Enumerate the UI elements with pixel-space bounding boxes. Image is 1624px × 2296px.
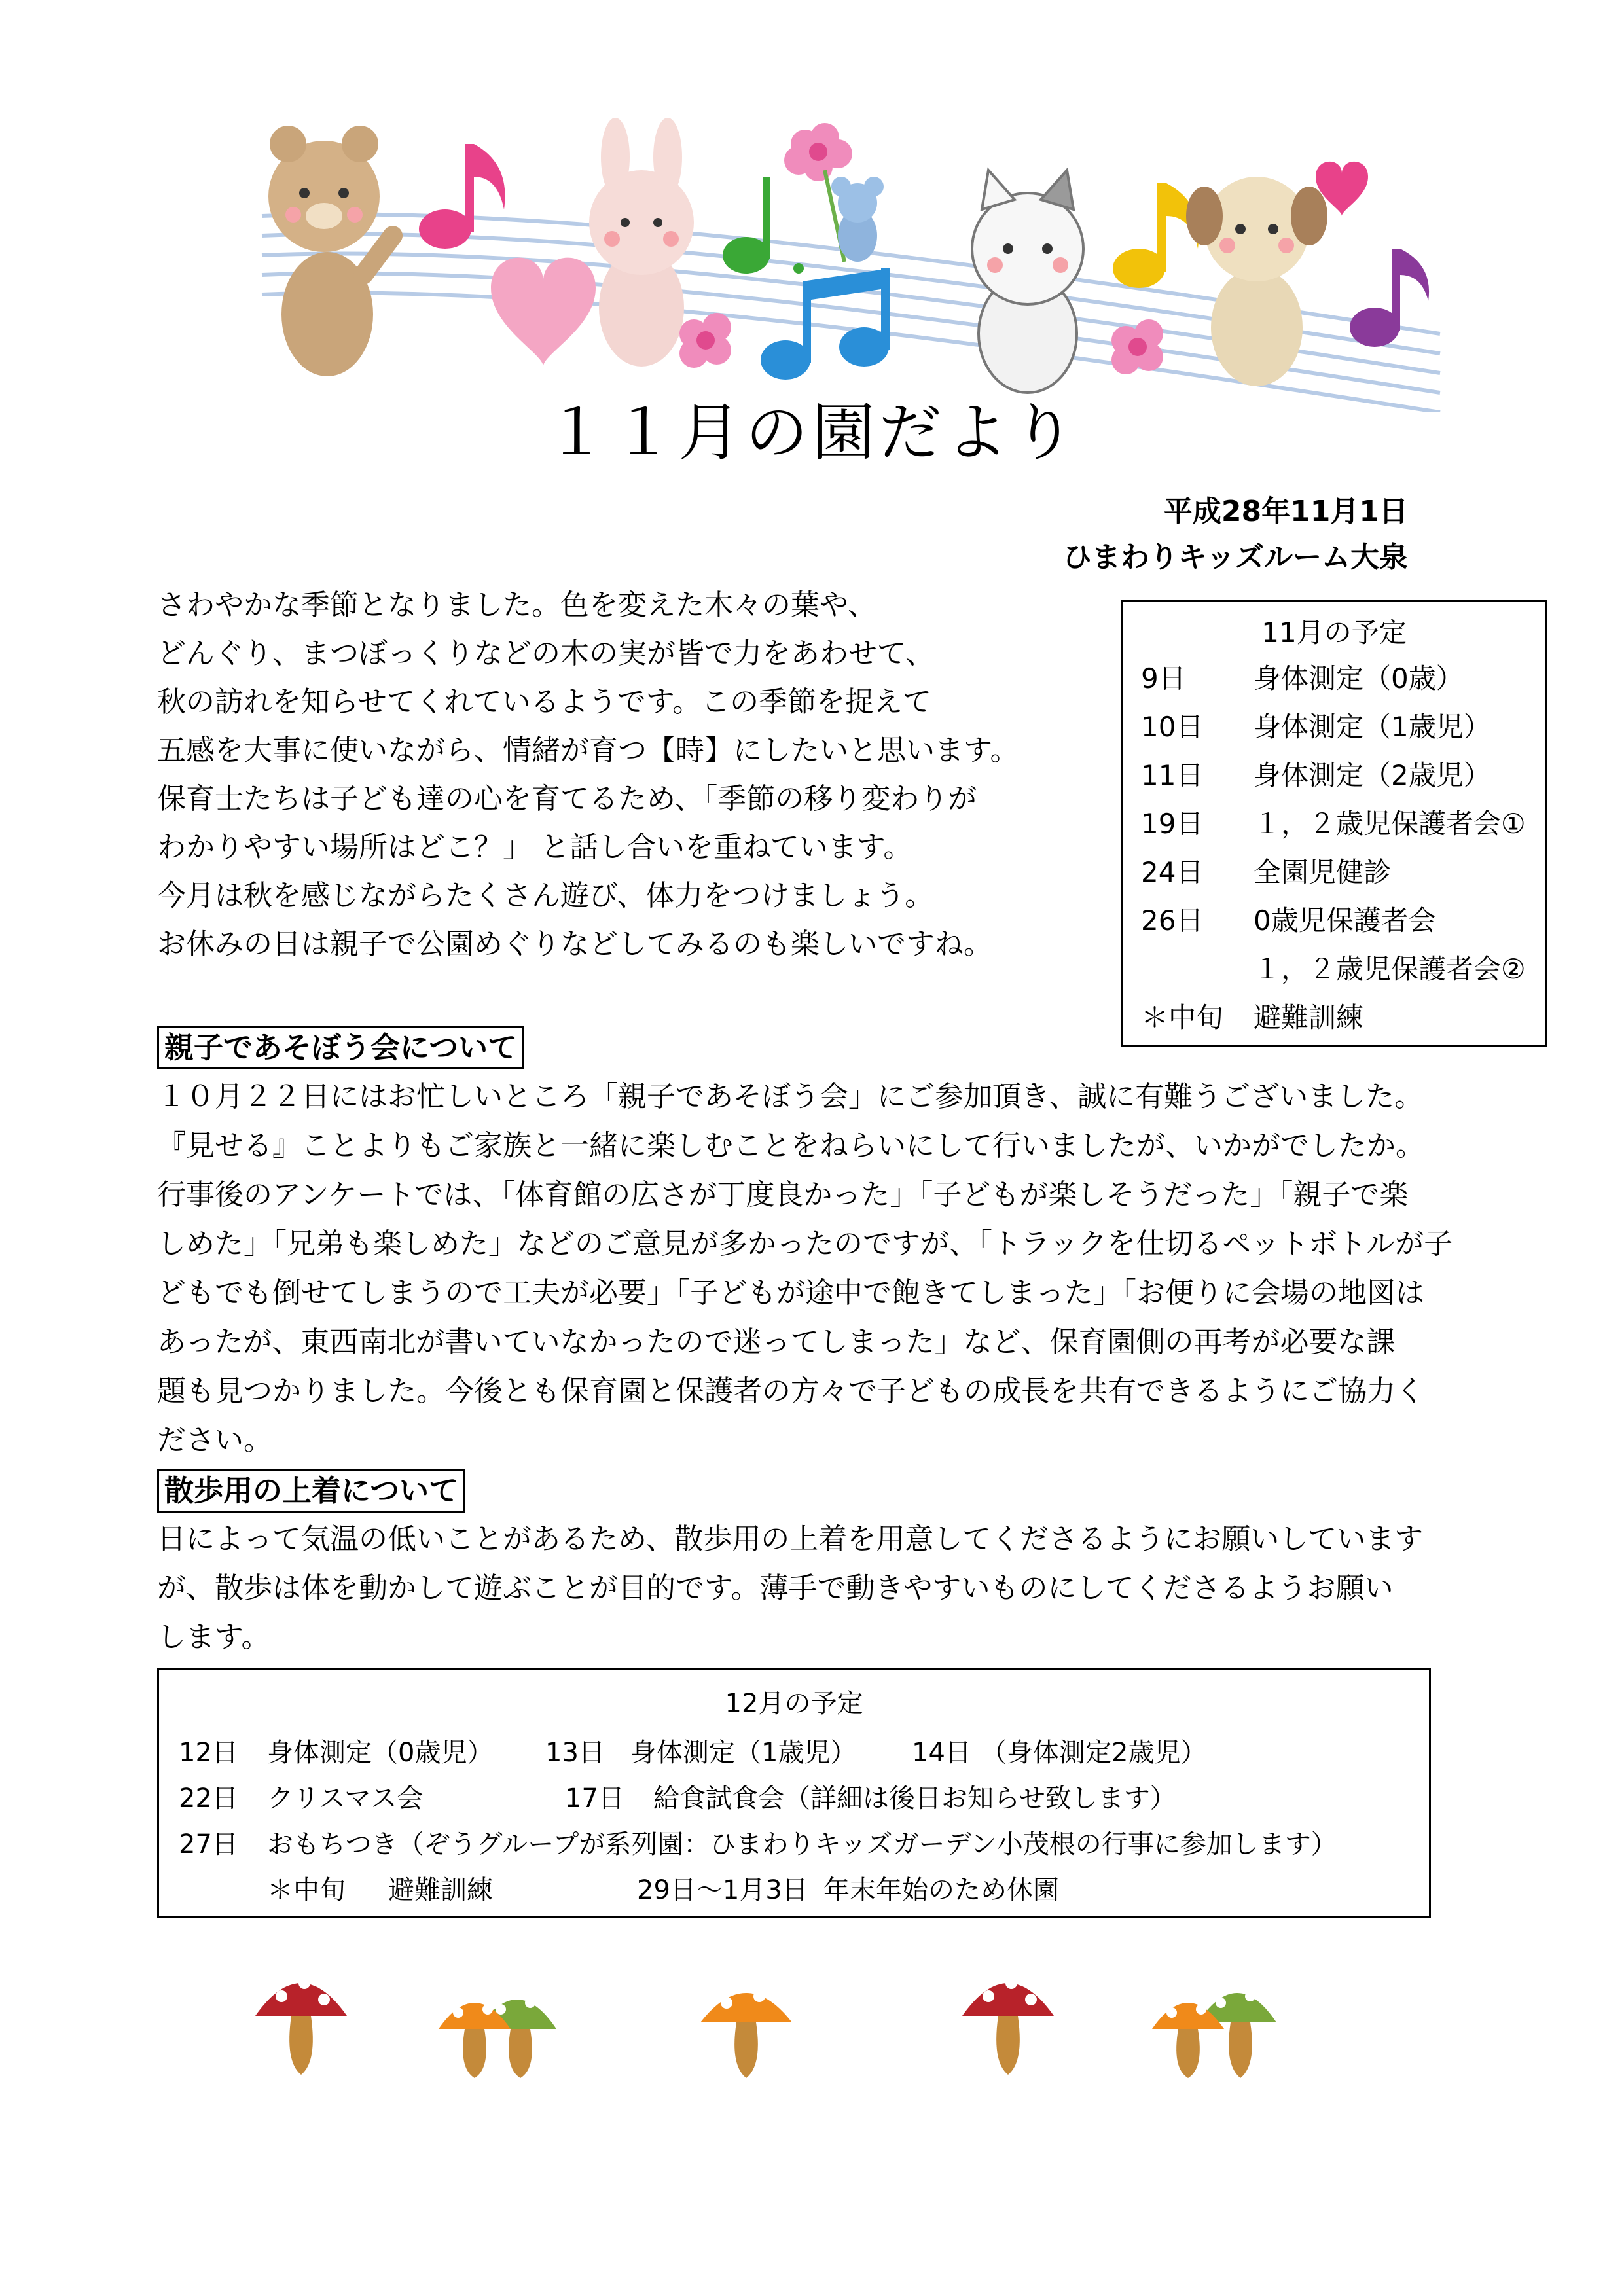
schedule-day: ＊中旬 bbox=[267, 1875, 346, 1905]
schedule-event: １，２歳児保護者会① bbox=[1254, 808, 1526, 840]
schedule-row bbox=[1141, 703, 1491, 751]
intro-line: わかりやすい場所はどこ？」 と話し合いを重ねています。 bbox=[157, 831, 912, 864]
schedule-row bbox=[1141, 897, 1436, 945]
schedule-event: おもちつき（ぞうグループが系列園：ひまわりキッズガーデン小茂根の行事に参加します） bbox=[267, 1829, 1337, 1859]
intro-line: 今月は秋を感じながらたくさん遊び、体力をつけましょう。 bbox=[157, 879, 934, 912]
schedule-event: 全園児健診 bbox=[1254, 856, 1392, 888]
schedule-event: 身体測定（0歳児） bbox=[267, 1738, 494, 1768]
schedule-row bbox=[1141, 800, 1526, 848]
pink-note-icon bbox=[419, 144, 505, 249]
schedule-row bbox=[1141, 848, 1391, 897]
intro-line: 秋の訪れを知らせてくれているようです。この季節を捉えて bbox=[157, 685, 932, 719]
body-line: します。 bbox=[157, 1621, 270, 1654]
body-line: 行事後のアンケートでは、「体育館の広さが丁度良かった」「子どもが楽しそうだった」「親子で楽 bbox=[157, 1178, 1409, 1211]
heart-icon bbox=[491, 258, 596, 367]
cat-icon bbox=[972, 170, 1083, 393]
schedule-event: 身体測定（0歳） bbox=[1254, 662, 1464, 694]
bunny-icon bbox=[589, 118, 694, 367]
body-line: 日によって気温の低いことがあるため、散歩用の上着を用意してくださるようにお願いしています bbox=[157, 1522, 1424, 1556]
november-schedule-title: 11月の予定 bbox=[1261, 617, 1407, 649]
jacket-section-body bbox=[157, 1515, 1486, 1662]
schedule-event: 身体測定（2歳児） bbox=[1254, 759, 1491, 791]
schedule-row bbox=[1141, 994, 1363, 1042]
intro-paragraph bbox=[157, 581, 1126, 969]
body-line: １０月２２日にはお忙しいところ「親子であそぼう会」にご参加頂き、誠に有難うございました。 bbox=[157, 1080, 1424, 1113]
schedule-event: 0歳児保護者会 bbox=[1254, 905, 1436, 937]
schedule-day: 29日～1月3日 bbox=[637, 1875, 808, 1905]
schedule-day: 19日 bbox=[1141, 808, 1204, 840]
schedule-event: 身体測定（1歳児） bbox=[1254, 711, 1491, 743]
body-line: しめた」「兄弟も楽しめた」などのご意見が多かったのですが、「トラックを仕切るペットボトルが子 bbox=[157, 1227, 1453, 1261]
page-title: １１月の園だより bbox=[545, 396, 1079, 469]
oyako-section-body bbox=[157, 1072, 1486, 1465]
oyako-section-heading: 親子であそぼう会について bbox=[157, 1026, 524, 1069]
body-line: 『見せる』ことよりもご家族と一緒に楽しむことをねらいにして行いましたが、いかがでしたか。 bbox=[157, 1129, 1424, 1162]
intro-line: どんぐり、まつぼっくりなどの木の実が皆で力をあわせて、 bbox=[157, 637, 935, 670]
orange-green-mushroom-icon bbox=[1152, 1991, 1276, 2078]
green-note-icon bbox=[723, 177, 804, 274]
schedule-day: 26日 bbox=[1141, 905, 1204, 937]
schedule-day: 27日 bbox=[179, 1829, 238, 1859]
november-schedule-box bbox=[1121, 600, 1547, 1047]
banner-illustration bbox=[236, 118, 1453, 412]
schedule-event: 年末年始のため休園 bbox=[823, 1875, 1059, 1905]
schedule-event: （身体測定2歳児） bbox=[981, 1738, 1207, 1768]
schedule-event: 身体測定（1歳児） bbox=[630, 1738, 857, 1768]
body-line: 題も見つかりました。今後とも保育園と保護者の方々で子どもの成長を共有できるようにご協力く bbox=[157, 1374, 1424, 1408]
jacket-section-heading: 散歩用の上着について bbox=[157, 1469, 465, 1513]
schedule-day: 22日 bbox=[179, 1784, 238, 1814]
schedule-event: 給食試食会（詳細は後日お知らせ致します） bbox=[653, 1784, 1176, 1814]
schedule-event: １，２歳児保護者会② bbox=[1254, 953, 1526, 985]
schedule-event: 避難訓練 bbox=[388, 1875, 493, 1905]
red-mushroom-icon bbox=[255, 1977, 347, 2075]
schedule-row bbox=[1141, 655, 1464, 703]
december-schedule-box bbox=[157, 1668, 1431, 1918]
schedule-event: 避難訓練 bbox=[1254, 1001, 1364, 1033]
body-line: ださい。 bbox=[157, 1424, 272, 1457]
body-line: が、散歩は体を動かして遊ぶことが目的です。薄手で動きやすいものにしてくださるようお願い bbox=[157, 1571, 1394, 1605]
schedule-day: 24日 bbox=[1141, 856, 1204, 888]
body-line: どもでも倒せてしまうので工夫が必要」「子どもが途中で飽きてしまった」「お便りに会場の地図は bbox=[157, 1276, 1424, 1310]
bear-icon bbox=[268, 126, 393, 376]
intro-line: さわやかな季節となりました。色を変えた木々の葉や、 bbox=[157, 588, 877, 622]
december-schedule-title: 12月の予定 bbox=[725, 1689, 863, 1719]
schedule-row bbox=[1141, 945, 1526, 994]
schedule-event: クリスマス会 bbox=[267, 1784, 424, 1814]
schedule-day: ＊中旬 bbox=[1141, 1001, 1224, 1033]
schedule-day: 14日 bbox=[912, 1738, 971, 1768]
intro-line: お休みの日は親子で公園めぐりなどしてみるのも楽しいですね。 bbox=[157, 927, 992, 961]
intro-line: 保育士たちは子ども達の心を育てるため、「季節の移り変わりが bbox=[157, 782, 977, 816]
blue-note-icon bbox=[761, 268, 890, 380]
mushroom-decoration bbox=[242, 1957, 1322, 2081]
schedule-day: 13日 bbox=[545, 1738, 605, 1768]
schedule-row bbox=[1141, 751, 1491, 800]
schedule-day: 11日 bbox=[1141, 759, 1204, 791]
dog-icon bbox=[1186, 177, 1327, 386]
intro-line: 五感を大事に使いながら、情緒が育つ【時】にしたいと思います。 bbox=[157, 734, 1019, 767]
organization-name: ひまわりキッズルーム大泉 bbox=[1062, 541, 1408, 574]
orange-green-mushroom-icon bbox=[439, 1998, 556, 2078]
yellow-note-icon bbox=[1113, 183, 1199, 288]
issue-date: 平成28年11月1日 bbox=[1163, 495, 1408, 528]
schedule-day: 9日 bbox=[1141, 662, 1186, 694]
schedule-day: 12日 bbox=[179, 1738, 238, 1768]
schedule-day: 17日 bbox=[565, 1784, 624, 1814]
red-mushroom-icon bbox=[962, 1977, 1054, 2075]
schedule-day: 10日 bbox=[1141, 711, 1204, 743]
orange-mushroom-icon bbox=[700, 1990, 792, 2078]
body-line: あったが、東西南北が書いていなかったので迷ってしまった」など、保育園側の再考が必要な課 bbox=[157, 1325, 1396, 1359]
